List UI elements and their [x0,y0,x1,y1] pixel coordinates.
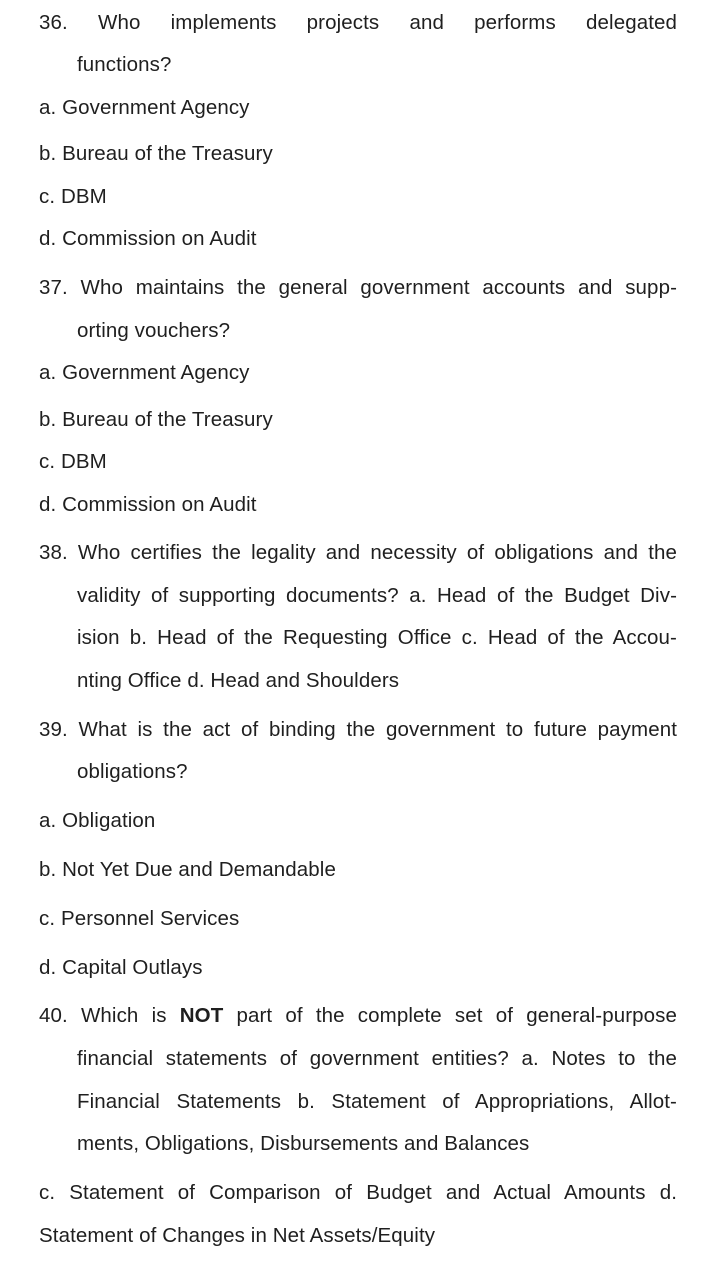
question-36-line-2: functions? [77,53,172,76]
question-40-line-2: financial statements of government entities? a. Notes to the [77,1047,677,1070]
question-40-prefix: 40. Which is [39,1004,180,1027]
question-37-line-2: orting vouchers? [77,319,231,342]
question-40-line-6: Statement of Changes in Net Assets/Equity [39,1224,436,1247]
question-40-line-1 [39,1001,677,1031]
question-36-choice-c: c. DBM [39,185,107,208]
question-36-choice-d: d. Commission on Audit [39,227,257,250]
question-37-choice-b: b. Bureau of the Treasury [39,408,273,431]
question-37-line-1: 37. Who maintains the general government accounts and supp- [39,276,677,299]
question-36-choice-b: b. Bureau of the Treasury [39,142,273,165]
question-40-line-4: ments, Obligations, Disbursements and Balances [77,1132,530,1155]
question-39-line-2: obligations? [77,760,188,783]
question-36-line-1: 36. Who implements projects and performs delegated [39,11,677,34]
question-38-line-4: nting Office d. Head and Shoulders [77,669,400,692]
question-40-suffix: part of the complete set of general-purpose [223,1004,677,1027]
question-39-choice-b: b. Not Yet Due and Demandable [39,858,336,881]
question-38-line-1: 38. Who certifies the legality and necessity of obligations and the [39,541,677,564]
question-38-line-2: validity of supporting documents? a. Head of the Budget Div- [77,584,677,607]
question-38-line-3: ision b. Head of the Requesting Office c. Head of the Accou- [77,626,677,649]
question-37-choice-c: c. DBM [39,450,107,473]
question-37-choice-a: a. Government Agency [39,361,250,384]
question-39-choice-c: c. Personnel Services [39,907,240,930]
question-40-line-3: Financial Statements b. Statement of Appropriations, Allot- [77,1090,677,1113]
question-39-line-1: 39. What is the act of binding the government to future payment [39,718,677,741]
question-40-emphasis: NOT [179,1004,224,1027]
question-36-choice-a: a. Government Agency [39,96,250,119]
question-40-line-5: c. Statement of Comparison of Budget and Actual Amounts d. [39,1181,677,1204]
question-39-choice-a: a. Obligation [39,809,156,832]
question-39-choice-d: d. Capital Outlays [39,956,203,979]
question-37-choice-d: d. Commission on Audit [39,493,257,516]
